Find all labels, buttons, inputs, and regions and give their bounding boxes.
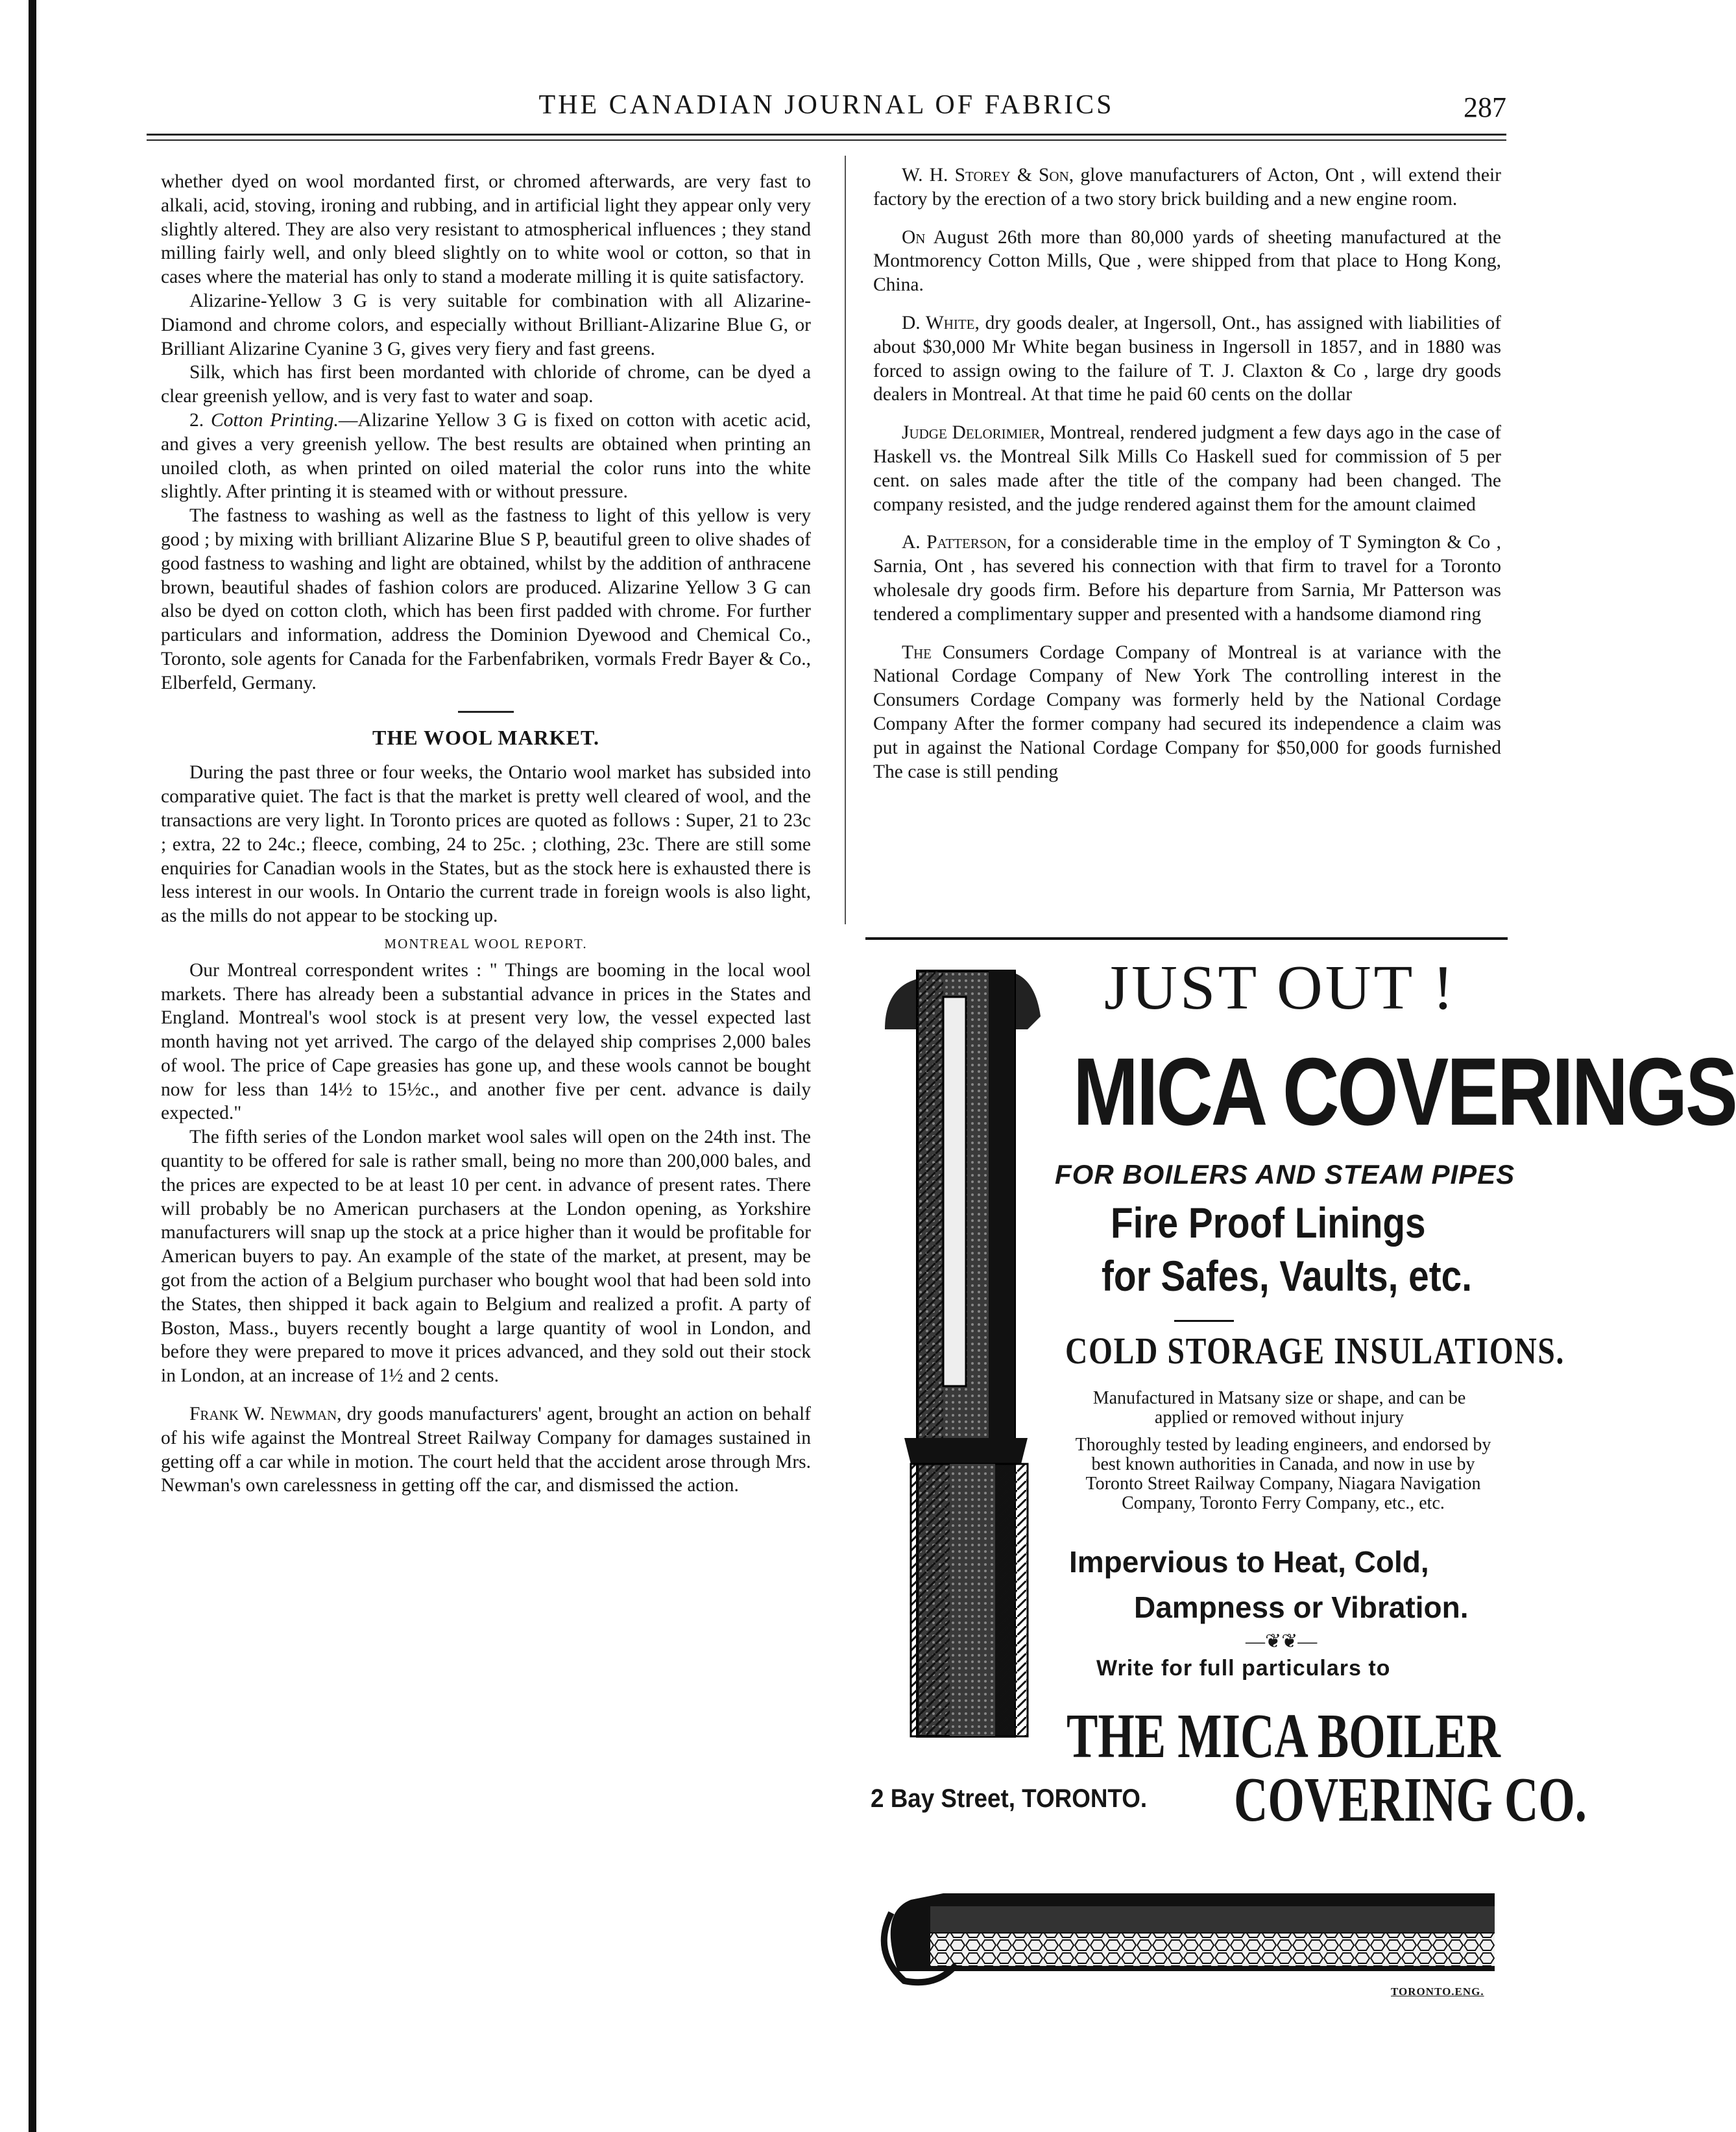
wool-market-paragraph: During the past three or four weeks, the Ontario wool market has subsided into comparative quiet. The fact is that the market is pretty well cleared of wool, and the transactions are very light. In Toronto prices are quoted as follows : Super, 21 to 23c ; extra, 22 to 24c.; fleece, combing, 24 to 25c. ; clothing, 23c. There are still some enquiries for Canadian wools in the States, but as the stock here is exhausted there is less interest in our wools. In Ontario the current trade in foreign wools is also light, as the mills do not appear to be stocking up. bbox=[161, 762, 811, 927]
montreal-report-heading: MONTREAL WOOL REPORT. bbox=[384, 935, 588, 952]
cordage-paragraph bbox=[873, 641, 1501, 784]
left-column bbox=[161, 170, 811, 1498]
ad-write-line: Write for full particulars to bbox=[1096, 1656, 1391, 1681]
ad-fire-proof: Fire Proof Linings bbox=[1111, 1199, 1426, 1247]
montreal-report-paragraph-1: Our Montreal correspondent writes : " Things are booming in the local wool markets. There has already been a substantial advance in prices in the States and England. Montreal's wool stock is at present very low, the vessel expected last month having not yet arrived. The cargo of the delayed ship comprises 2,000 bales of wool. The price of Cape greasies has gone up, and these wools cannot be bought now for less than 14½ to 15½c., and another five per cent. advance is daily expected." bbox=[161, 959, 811, 1124]
white-text: dry goods dealer, at Ingersoll, Ont., has assigned with liabilities of about $30,000 Mr White began business in Ingersoll in 1857, and in 1880 was forced to assign owing to the failure of T. J. Claxton & Co , large dry goods dealers in Montreal. At that time he paid 60 cents on the dollar bbox=[873, 312, 1501, 405]
montmorency-lead: On bbox=[902, 226, 926, 248]
white-name: D. White, bbox=[902, 312, 980, 333]
journal-title: THE CANADIAN JOURNAL OF FABRICS bbox=[538, 90, 1115, 120]
ad-company-name-2: COVERING CO. bbox=[1234, 1765, 1587, 1835]
ad-cold-storage: COLD STORAGE INSULATIONS. bbox=[1065, 1330, 1565, 1372]
ad-for-boilers: FOR BOILERS AND STEAM PIPES bbox=[1055, 1159, 1515, 1190]
engraver-credit: TORONTO.ENG. bbox=[1391, 1985, 1484, 1998]
header-rule bbox=[147, 134, 1506, 141]
montmorency-text: August 26th more than 80,000 yards of sheeting manufactured at the Montmorency Cotton Mills, Que , were shipped from that place to Hong Kong, China. bbox=[873, 226, 1501, 296]
ad-headline: JUST OUT ! bbox=[1104, 953, 1456, 1023]
delorimier-name: Judge Delorimier, bbox=[902, 422, 1045, 444]
ad-impervious-line-1: Impervious to Heat, Cold, bbox=[1069, 1545, 1429, 1579]
sheet-covering-illustration bbox=[872, 1874, 1495, 1991]
cordage-text: Consumers Cordage Company of Montreal is at variance with the National Cordage Company of New York The controlling interest in the Consumers Cordage Company was formerly held by the National Cordage Company After the former company had secured its independence a claim was put in against the National Cordage Company for $50,000 for goods furnished The case is still pending bbox=[873, 641, 1501, 782]
ad-impervious-line-2: Dampness or Vibration. bbox=[1134, 1590, 1469, 1624]
cordage-lead: The bbox=[902, 641, 932, 663]
mica-coverings-advertisement bbox=[865, 937, 1736, 2004]
section-rule bbox=[458, 711, 514, 713]
newman-paragraph bbox=[161, 1402, 811, 1498]
storey-text: glove manufacturers of Acton, Ont , will extend their factory by the erection of a two story brick building and a new engine room. bbox=[873, 165, 1501, 210]
ad-company-name-1: THE MICA BOILER bbox=[1067, 1701, 1501, 1771]
pipe-covering-illustration bbox=[872, 945, 1067, 1753]
page-number: 287 bbox=[1464, 91, 1506, 123]
cotton-printing-title: Cotton Printing. bbox=[211, 409, 339, 431]
cotton-printing-text: —Alizarine Yellow 3 G is fixed on cotton with acetic acid, and gives a very greenish yellow. The best results are obtained when printing an unoiled cloth, as when printed on oiled material the color runs into the white slightly. After printing it is steamed with or without pressure. bbox=[161, 409, 811, 503]
white-paragraph bbox=[873, 311, 1501, 407]
montmorency-paragraph bbox=[873, 226, 1501, 297]
montreal-report-paragraph-2: The fifth series of the London market wool sales will open on the 24th inst. The quantity to be offered for sale is rather small, being no more than 200,000 bales, and the prices are expected to be at least 10 per cent. in advance of present rates. There will probably be no American purchasers at the London opening, as Yorkshire manufacturers will snap up the stock at a price higher than it would be profitable for American buyers to pay. An example of the state of the market, at present, may be got from the action of a Belgium purchaser who bought wool that had been sold into the States, then shipped it back again to Belgium and realized a profit. A party of Boston, Mass., buyers recently bought a large quantity of wool in London, and before they were prepared to move it prices advanced, and they sold out their stock in London, at an increase of 1½ and 2 cents. bbox=[161, 1127, 811, 1387]
running-header bbox=[147, 90, 1506, 128]
patterson-paragraph bbox=[873, 531, 1501, 626]
delorimier-paragraph bbox=[873, 421, 1501, 516]
patterson-text: for a considerable time in the employ of T Symington & Co , Sarnia, Ont , has severed his connection with that firm to travel for a Toronto wholesale dry goods firm. Before his departure from Sarnia, Mr Patterson was tendered a complimentary supper and presented with a handsome diamond ring bbox=[873, 532, 1501, 625]
cotton-printing-paragraph bbox=[161, 409, 811, 504]
fastness-paragraph: The fastness to washing as well as the fastness to light of this yellow is very good ; by mixing with brilliant Alizarine Blue S P, beautiful green to olive shades of good fastness to washing and light are obtained, whilst by the addition of anthracene brown, beautiful shades of fashion colors are produced. Alizarine Yellow 3 G can also be dyed on cotton cloth, which has been first padded with chrome. For further particulars and information, address the Dominion Dyewood and Chemical Co., Toronto, sole agents for Canada for the Farbenfabriken, vormals Fredr Bayer & Co., Elberfeld, Germany. bbox=[161, 505, 811, 693]
newman-text: dry goods manufacturers' agent, brought an action on behalf of his wife against the Montreal Street Railway Company for damages sustained in getting off a car while in motion. The court held that the accident arose through Mrs. Newman's own carelessness in getting off the car, and dismissed the action. bbox=[161, 1404, 811, 1496]
ad-rule bbox=[1174, 1320, 1234, 1322]
dye-paragraph-2: Alizarine-Yellow 3 G is very suitable for combination with all Alizarine-Diamond and chrome colors, and especially without Brilliant-Alizarine Blue G, or Brilliant Alizarine Cyanine 3 G, gives very fiery and fast greens. bbox=[161, 290, 811, 359]
column-divider bbox=[845, 156, 846, 924]
section-number: 2. bbox=[189, 409, 211, 431]
ad-manufactured-text: Manufactured in Matsany size or shape, and can be applied or removed without injury bbox=[1092, 1388, 1466, 1428]
ad-safes: for Safes, Vaults, etc. bbox=[1102, 1252, 1472, 1300]
storey-paragraph bbox=[873, 163, 1501, 211]
newman-name: Frank W. Newman, bbox=[189, 1404, 342, 1425]
ad-tested-text: Thoroughly tested by leading engineers, and endorsed by best known authorities in Canada, and now in use by Toronto Street Railway Company, Niagara Navigation Company, Toronto Ferry Company, etc., etc. bbox=[1075, 1435, 1491, 1513]
ad-address: 2 Bay Street, TORONTO. bbox=[871, 1784, 1148, 1813]
wool-market-heading: THE WOOL MARKET. bbox=[372, 725, 599, 749]
dye-paragraph-3: Silk, which has first been mordanted with chloride of chrome, can be dyed a clear greenish yellow, and is very fast to water and soap. bbox=[161, 362, 811, 407]
ornament-icon: —❦❦— bbox=[1246, 1631, 1318, 1652]
right-column bbox=[873, 163, 1501, 784]
patterson-name: A. Patterson, bbox=[902, 532, 1012, 553]
ad-product-name: MICA COVERINGS bbox=[1073, 1038, 1736, 1145]
delorimier-text: Montreal, rendered judgment a few days ago in the case of Haskell vs. the Montreal Silk Mills Co Haskell sued for commission of 5 per cent. on sales made after the title of the company had been changed. The company resisted, and the judge rendered against them for the amount claimed bbox=[873, 422, 1502, 515]
dye-paragraph-1: whether dyed on wool mordanted first, or chromed afterwards, are very fast to alkali, acid, stoving, ironing and rubbing, and in artificial light they appear only very slightly altered. They are also very resistant to atmospherical influences ; they stand milling fairly well, and only bleed slightly on to white wool or cotton, so that in cases where the material has only to stand a moderate milling it is quite satisfactory. bbox=[161, 171, 811, 288]
storey-name: W. H. Storey & Son, bbox=[902, 165, 1074, 186]
page-binding-edge bbox=[29, 0, 36, 2132]
